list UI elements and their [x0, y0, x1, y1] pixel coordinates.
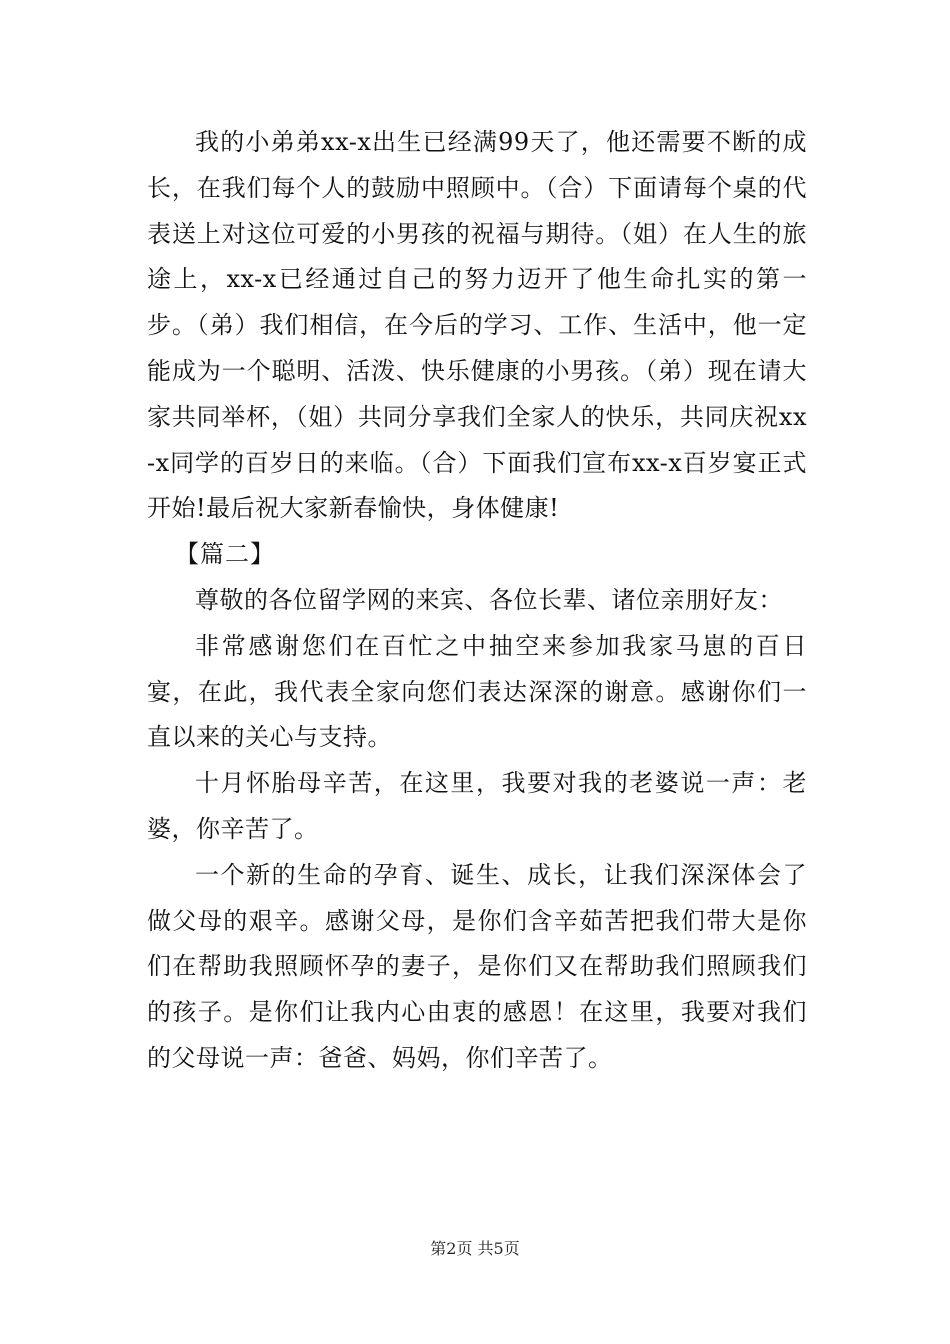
paragraph-wife: 十月怀胎母辛苦，在这里，我要对我的老婆说一声：老婆，你辛苦了。: [147, 769, 807, 843]
paragraph-greeting: 尊敬的各位留学网的来宾、各位长辈、诸位亲朋好友：: [195, 585, 783, 614]
paragraph-intro: 我的小弟弟xx-x出生已经满99天了，他还需要不断的成长，在我们每个人的鼓励中照顾中。（合）下面请每个桌的代表送上对这位可爱的小男孩的祝福与期待。（姐）在人生的旅途上，xx-x已经通过自己的努力迈开了他生命扎实的第一步。（弟）我们相信，在今后的学习、工作、生活中，他一定能成为一个聪明、活泼、快乐健康的小男孩。（弟）现在请大家共同举杯，（姐）共同分享我们全家人的快乐，共同庆祝xx-x同学的百岁日的来临。（合）下面我们宣布xx-x百岁宴正式开始!最后祝大家新春愉快，身体健康!: [147, 128, 807, 523]
paragraph-thanks: 非常感谢您们在百忙之中抽空来参加我家马崽的百日宴，在此，我代表全家向您们表达深深的谢意。感谢你们一直以来的关心与支持。: [147, 631, 807, 752]
document-body: [147, 120, 807, 1082]
page-footer: 第2页 共5页: [430, 1239, 520, 1258]
paragraph-parents: 一个新的生命的孕育、诞生、成长，让我们深深体会了做父母的艰辛。感谢父母，是你们含辛茹苦把我们带大是你们在帮助我照顾怀孕的妻子，是你们又在帮助我们照顾我们的孩子。是你们让我内心由衷的感恩！在这里，我要对我们的父母说一声：爸爸、妈妈，你们辛苦了。: [147, 860, 807, 1072]
section-heading: 【篇二】: [175, 540, 275, 569]
